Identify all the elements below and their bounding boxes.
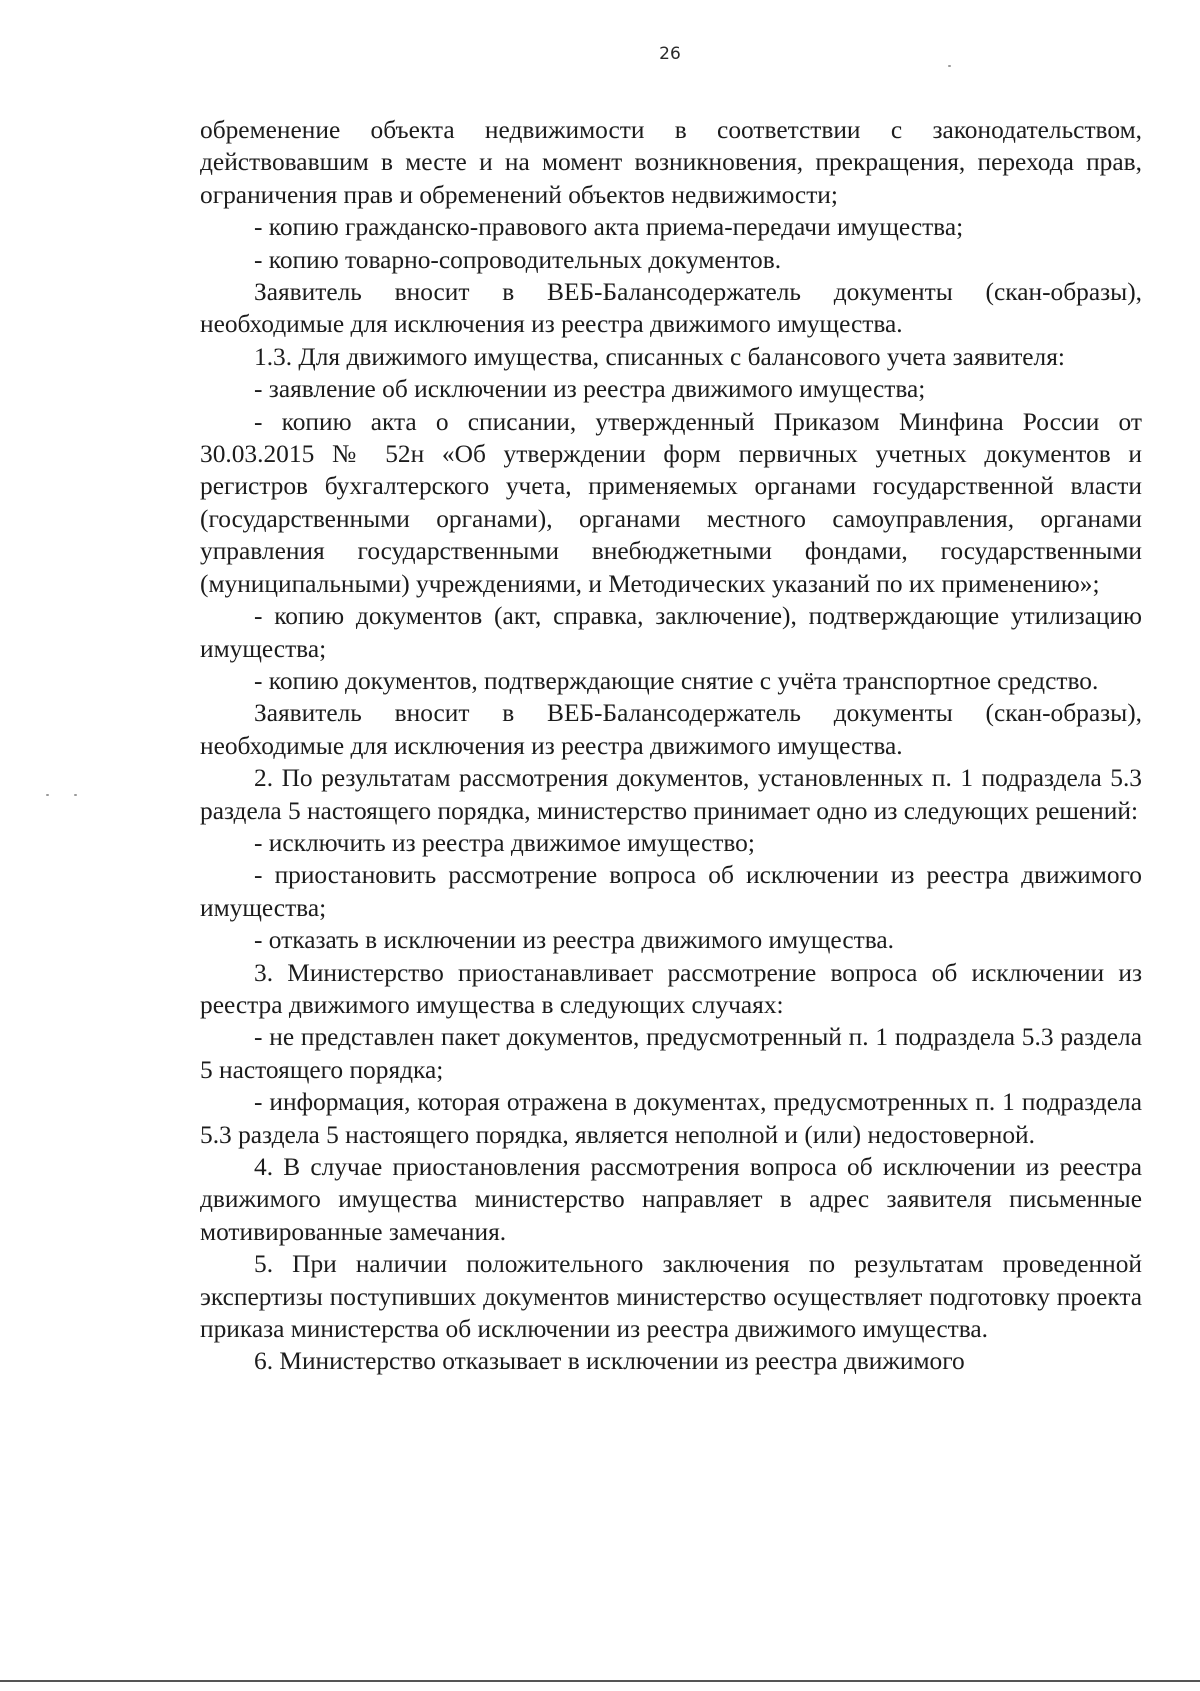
list-item-decision-suspend: - приостановить рассмотрение вопроса об исключении из реестра движимого имущества; (200, 861, 1142, 922)
list-item-shipping-documents-copy: - копию товарно-сопроводительных документов. (254, 245, 782, 274)
scan-speck (74, 794, 77, 796)
paragraph-clause-3: 3. Министерство приостанавливает рассмотрение вопроса об исключении из реестра движимого имущества в следующих случаях: (200, 958, 1142, 1019)
paragraph-applicant-uploads-2: Заявитель вносит в ВЕБ-Балансодержатель документы (скан-образы), необходимые для исключения из реестра движимого имущества. (200, 699, 1142, 760)
scan-speck (46, 794, 49, 796)
paragraph-clause-4: 4. В случае приостановления рассмотрения вопроса об исключении из реестра движимого имущества министерство направляет в адрес заявителя письменные мотивированные замечания. (200, 1153, 1142, 1246)
page-number: 26 (659, 44, 681, 64)
document-body (200, 114, 1142, 1378)
list-item-disposal-documents-copy: - копию документов (акт, справка, заключение), подтверждающие утилизацию имущества; (200, 602, 1142, 663)
paragraph-clause-1-3: 1.3. Для движимого имущества, списанных с балансового учета заявителя: (254, 342, 1065, 371)
scan-speck (948, 65, 951, 67)
list-item-exclusion-application: - заявление об исключении из реестра движимого имущества; (254, 375, 926, 404)
list-item-write-off-act-copy: - копию акта о списании, утвержденный Приказом Минфина России от 30.03.2015 № 52н «Об утверждении форм первичных учетных документов и регистров бухгалтерского учета, применяемых органами государственной власти (государственными органами), органами местного самоуправления, органами управления государственными внебюджетными фондами, государственными (муниципальными) учреждениями, и Методических указаний по их применению»; (200, 407, 1142, 598)
list-item-missing-documents: - не представлен пакет документов, предусмотренный п. 1 подраздела 5.3 раздела 5 настоящего порядка; (200, 1023, 1142, 1084)
paragraph-encumbrance-continuation: обременение объекта недвижимости в соответствии с законодательством, действовавшим в месте и на момент возникновения, прекращения, перехода прав, ограничения прав и обременений объектов недвижимости; (200, 116, 1142, 209)
paragraph-clause-5: 5. При наличии положительного заключения по результатам проведенной экспертизы поступивших документов министерство осуществляет подготовку проекта приказа министерства об исключении из реестра движимого имущества. (200, 1250, 1142, 1344)
paragraph-clause-2: 2. По результатам рассмотрения документов, установленных п. 1 подраздела 5.3 раздела 5 настоящего порядка, министерство принимает одно из следующих решений: (200, 764, 1142, 825)
list-item-transfer-act-copy: - копию гражданско-правового акта приема-передачи имущества; (254, 213, 964, 242)
paragraph-clause-6: 6. Министерство отказывает в исключении из реестра движимого (254, 1347, 965, 1376)
page-bottom-edge (0, 1680, 1200, 1682)
list-item-decision-refuse: - отказать в исключении из реестра движимого имущества. (254, 926, 894, 955)
list-item-incomplete-information: - информация, которая отражена в документах, предусмотренных п. 1 подраздела 5.3 раздела 5 настоящего порядка, является неполной и (или) недостоверной. (200, 1088, 1142, 1149)
list-item-deregistration-documents-copy: - копию документов, подтверждающие снятие с учёта транспортное средство. (254, 666, 1099, 695)
paragraph-applicant-uploads-1: Заявитель вносит в ВЕБ-Балансодержатель документы (скан-образы), необходимые для исключения из реестра движимого имущества. (200, 278, 1142, 339)
list-item-decision-exclude: - исключить из реестра движимое имущество; (254, 828, 755, 857)
